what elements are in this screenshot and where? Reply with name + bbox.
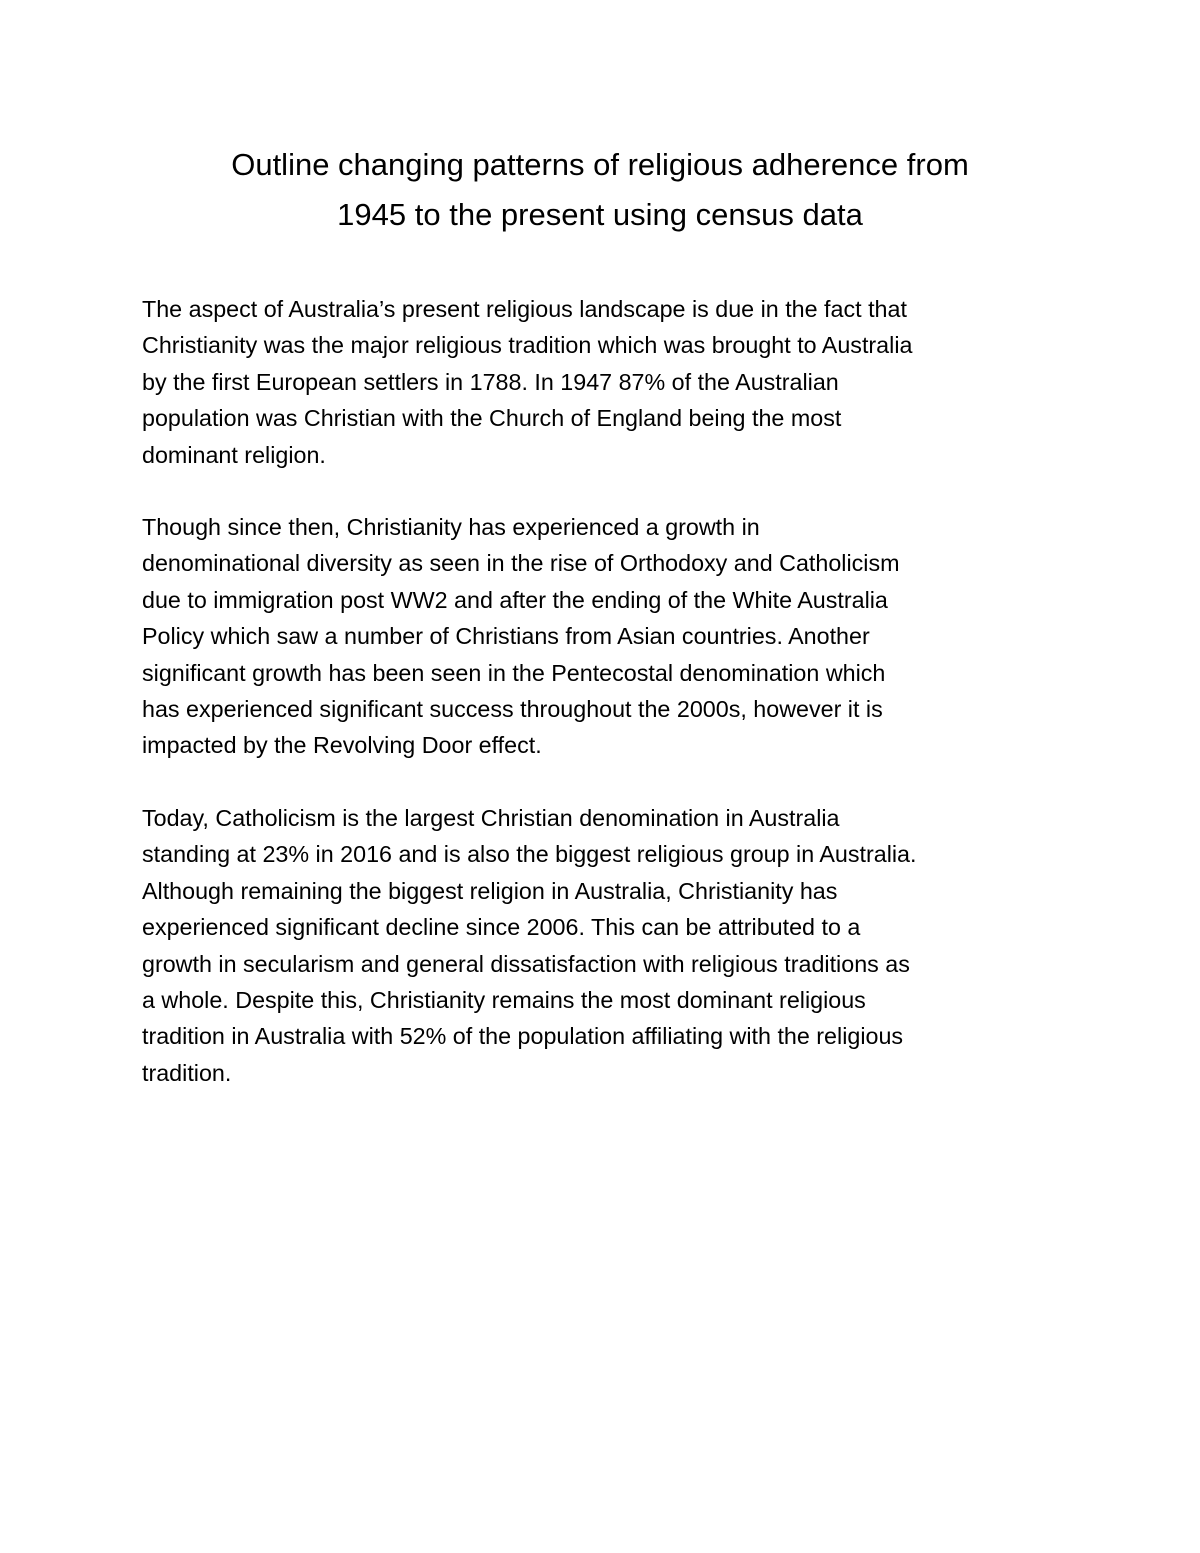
text-line: population was Christian with the Church of England being the most — [142, 405, 842, 432]
text-line: impacted by the Revolving Door effect. — [142, 732, 542, 759]
title-line: 1945 to the present using census data — [337, 197, 863, 232]
text-line: standing at 23% in 2016 and is also the biggest religious group in Australia. — [142, 841, 917, 868]
document-body — [142, 291, 1082, 1127]
text-line: denominational diversity as seen in the rise of Orthodoxy and Catholicism — [142, 550, 900, 577]
text-line: dominant religion. — [142, 441, 326, 468]
text-line: Policy which saw a number of Christians from Asian countries. Another — [142, 623, 870, 650]
text-line: by the first European settlers in 1788. In 1947 87% of the Australian — [142, 368, 839, 395]
text-line: Although remaining the biggest religion in Australia, Christianity has — [142, 877, 838, 904]
text-line: tradition in Australia with 52% of the population affiliating with the religious — [142, 1023, 904, 1050]
text-line: Christianity was the major religious tradition which was brought to Australia — [142, 332, 913, 359]
text-line: The aspect of Australia’s present religious landscape is due in the fact that — [142, 296, 907, 322]
title-line: Outline changing patterns of religious adherence from — [231, 147, 969, 182]
paragraph-2 — [142, 509, 1082, 764]
text-line: experienced significant decline since 2006. This can be attributed to a — [142, 914, 861, 941]
text-line: tradition. — [142, 1059, 232, 1086]
text-line: a whole. Despite this, Christianity remains the most dominant religious — [142, 986, 866, 1013]
text-line: growth in secularism and general dissatisfaction with religious traditions as — [142, 950, 910, 977]
text-line: significant growth has been seen in the Pentecostal denomination which — [142, 659, 886, 686]
text-line: has experienced significant success throughout the 2000s, however it is — [142, 696, 883, 723]
text-line: Though since then, Christianity has experienced a growth in — [142, 514, 760, 541]
text-line: Today, Catholicism is the largest Christian denomination in Australia — [142, 804, 840, 831]
text-line: due to immigration post WW2 and after the ending of the White Australia — [142, 586, 888, 613]
paragraph-3 — [142, 800, 1082, 1091]
document-title — [100, 140, 1100, 240]
paragraph-1 — [142, 291, 1082, 473]
